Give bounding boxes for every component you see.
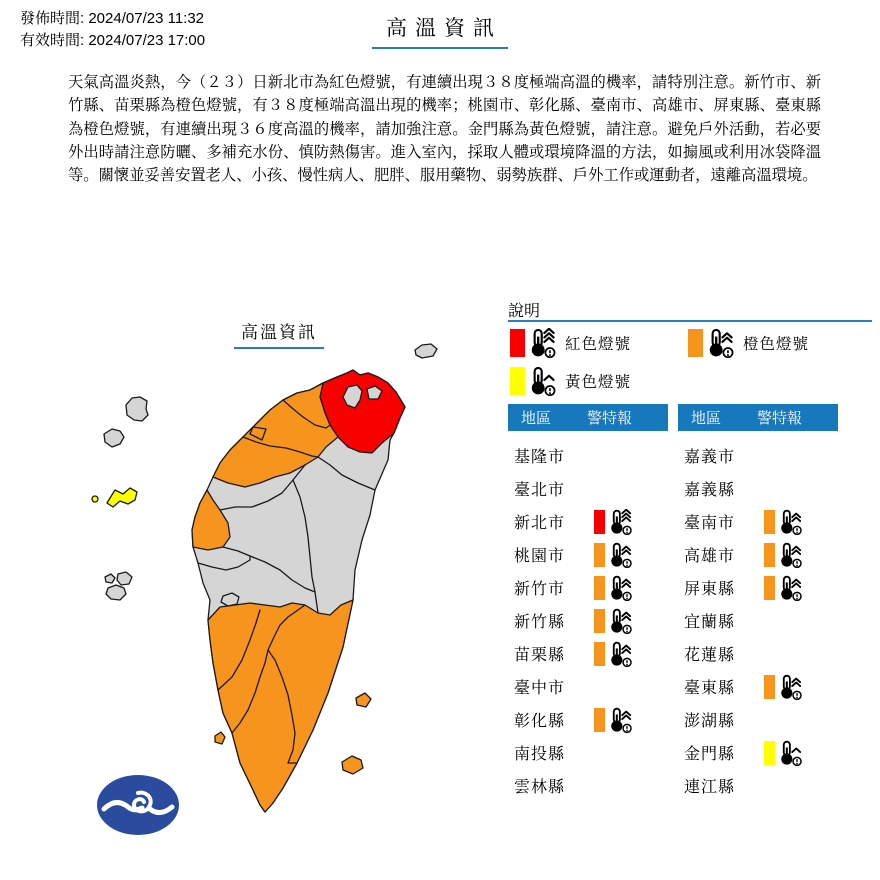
table-header xyxy=(678,404,838,431)
publish-label: 發佈時間: xyxy=(20,10,85,27)
region-label: 彰化縣 xyxy=(514,713,566,730)
warning-icon-orange xyxy=(764,542,804,568)
thermometer-glyph xyxy=(778,674,804,700)
region-table-left xyxy=(508,404,668,802)
region-label: 新北市 xyxy=(514,515,566,532)
valid-time: 2024/07/23 17:00 xyxy=(88,32,206,49)
legend-item-red xyxy=(510,328,631,358)
region-label: 嘉義市 xyxy=(684,449,736,466)
warning-icon-orange xyxy=(764,674,804,700)
region-label: 宜蘭縣 xyxy=(684,614,736,631)
table-row xyxy=(508,604,668,637)
region-label: 雲林縣 xyxy=(514,779,566,796)
publish-time: 2024/07/23 11:32 xyxy=(88,10,205,27)
thermometer-icon xyxy=(528,366,558,396)
legend-label: 橙色燈號 xyxy=(743,336,810,353)
table-body-left xyxy=(508,439,668,802)
table-row xyxy=(678,472,838,505)
orange-swatch xyxy=(688,329,703,357)
table-row xyxy=(508,472,668,505)
valid-label: 有效時間: xyxy=(20,32,85,49)
table-row xyxy=(508,769,668,802)
region-label: 桃園市 xyxy=(514,548,566,565)
island-kinmen xyxy=(107,488,137,507)
warning-icon-orange xyxy=(594,707,634,733)
warning-icon-orange xyxy=(594,641,634,667)
warning-icon-orange xyxy=(594,542,634,568)
column-warning: 警特報 xyxy=(757,410,803,427)
table-body-right xyxy=(678,439,838,802)
region-label: 連江縣 xyxy=(684,779,736,796)
island-penghu-3 xyxy=(106,585,126,600)
region-label: 苗栗縣 xyxy=(514,647,566,664)
cwa-logo xyxy=(97,775,179,835)
table-row xyxy=(678,439,838,472)
region-label: 南投縣 xyxy=(514,746,566,763)
taiwan-warning-map xyxy=(60,330,500,870)
table-row xyxy=(508,670,668,703)
warning-icon-yellow xyxy=(764,740,804,766)
region-label: 臺中市 xyxy=(514,680,566,697)
island-penghu-2 xyxy=(117,572,132,585)
column-region: 地區 xyxy=(521,410,552,427)
map-title: 高溫資訊 xyxy=(234,318,324,349)
table-row xyxy=(678,571,838,604)
legend-divider xyxy=(508,320,872,322)
page-title: 高溫資訊 xyxy=(372,12,508,49)
legend-label: 黃色燈號 xyxy=(565,374,632,391)
region-label: 新竹市 xyxy=(514,581,566,598)
region-label: 嘉義縣 xyxy=(684,482,736,499)
thermometer-glyph xyxy=(778,509,804,535)
island-matsu-north xyxy=(126,397,148,421)
warning-icon-orange xyxy=(764,509,804,535)
table-row xyxy=(508,571,668,604)
table-row xyxy=(508,736,668,769)
table-header xyxy=(508,404,668,431)
thermometer-glyph xyxy=(778,740,804,766)
table-row xyxy=(678,505,838,538)
issue-times xyxy=(20,8,205,52)
island-liuqiu xyxy=(215,732,225,744)
table-row xyxy=(508,703,668,736)
thermometer-icon xyxy=(706,328,736,358)
island-green-island xyxy=(356,693,371,707)
thermometer-glyph xyxy=(608,608,634,634)
region-label: 新竹縣 xyxy=(514,614,566,631)
table-row xyxy=(508,538,668,571)
legend-item-yellow xyxy=(510,366,631,396)
column-warning: 警特報 xyxy=(587,410,633,427)
thermometer-glyph xyxy=(706,328,736,358)
region-table-right xyxy=(678,404,838,802)
thermometer-glyph xyxy=(608,575,634,601)
region-label: 澎湖縣 xyxy=(684,713,736,730)
island-kinmen-islet xyxy=(92,496,98,502)
thermometer-icon xyxy=(528,328,558,358)
region-label: 基隆市 xyxy=(514,449,566,466)
thermometer-glyph xyxy=(528,328,558,358)
table-row xyxy=(678,703,838,736)
region-label: 高雄市 xyxy=(684,548,736,565)
county-south-orange-block xyxy=(208,600,353,812)
legend-title: 說明 xyxy=(508,303,541,320)
column-region: 地區 xyxy=(691,410,722,427)
bulletin-text: 天氣高溫炎熱，今（２３）日新北市為紅色燈號，有連續出現３８度極端高溫的機率，請特別注意。新竹市、新竹縣、苗栗縣為橙色燈號，有３８度極端高溫出現的機率；桃園市、彰化縣、臺南市、高雄市、屏東縣、臺東縣為橙色燈號，有連續出現３６度高溫的機率，請加強注意。金門縣為黃色燈號，請注意。避免戶外活動，若必要外出時請注意防曬、多補充水份、慎防熱傷害。進入室內，採取人體或環境降溫的方法，如搧風或利用冰袋降溫等。關懷並妥善安置老人、小孩、慢性病人、肥胖、服用藥物、弱勢族群、戶外工作或運動者，遠離高溫環境。 xyxy=(68,74,821,185)
table-row xyxy=(508,439,668,472)
publish-time-line xyxy=(20,10,204,27)
warning-icon-orange xyxy=(764,575,804,601)
legend-item-orange xyxy=(688,328,809,358)
warning-icon-orange xyxy=(594,575,634,601)
thermometer-glyph xyxy=(608,509,634,535)
region-label: 臺北市 xyxy=(514,482,566,499)
warning-icon-red xyxy=(594,509,634,535)
valid-time-line xyxy=(20,32,205,49)
yellow-swatch xyxy=(510,367,525,395)
table-row xyxy=(678,637,838,670)
thermometer-glyph xyxy=(778,575,804,601)
region-label: 屏東縣 xyxy=(684,581,736,598)
table-row xyxy=(508,637,668,670)
island-orchid-island xyxy=(342,756,363,774)
island-penghu-1 xyxy=(105,574,115,583)
legend-label: 紅色燈號 xyxy=(565,336,632,353)
region-label: 臺東縣 xyxy=(684,680,736,697)
table-row xyxy=(508,505,668,538)
red-swatch xyxy=(510,329,525,357)
region-label: 金門縣 xyxy=(684,746,736,763)
region-label: 臺南市 xyxy=(684,515,736,532)
thermometer-glyph xyxy=(608,542,634,568)
table-row xyxy=(678,604,838,637)
thermometer-glyph xyxy=(608,641,634,667)
warning-icon-orange xyxy=(594,608,634,634)
table-row xyxy=(678,670,838,703)
table-row xyxy=(678,538,838,571)
table-row xyxy=(678,736,838,769)
thermometer-glyph xyxy=(528,366,558,396)
island-matsu-south xyxy=(104,429,124,447)
thermometer-glyph xyxy=(778,542,804,568)
region-label: 花蓮縣 xyxy=(684,647,736,664)
island-northeast-islet xyxy=(415,344,437,358)
thermometer-glyph xyxy=(608,707,634,733)
table-row xyxy=(678,769,838,802)
